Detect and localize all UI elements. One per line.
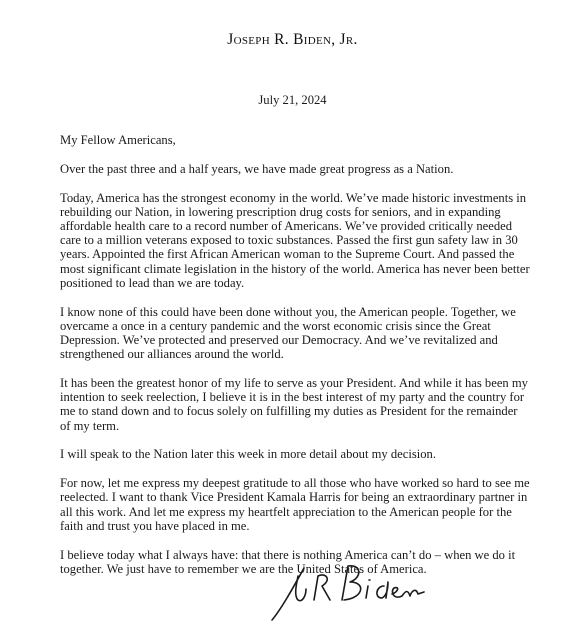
salutation: My Fellow Americans, xyxy=(60,133,176,147)
paragraph-5: I will speak to the Nation later this week in more detail about my decision. xyxy=(60,447,436,462)
paragraph-7: I believe today what I always have: that there is nothing America can’t do – when we do it together. We just have to remember we are the United States of America. xyxy=(60,547,516,576)
letter-body xyxy=(60,133,530,591)
handwritten-signature xyxy=(268,556,428,626)
paragraph-6: For now, let me express my deepest gratitude to all those who have worked so hard to see me reelected. I want to thank Vice President Kamala Harris for being an extraordinary partner in all this work. And let me express my heartfelt appreciation to the American people for the faith and trust you have placed in me. xyxy=(60,476,530,533)
paragraph-2: Today, America has the strongest economy in the world. We’ve made historic investments in rebuilding our Nation, in lowering prescription drug costs for seniors, and in expanding affordable health care to a record number of Americans. We’ve provided critically needed care to a million veterans exposed to toxic substances. Passed the first gun safety law in 30 years. Appointed the first African American woman to the Supreme Court. And passed the most significant climate legislation in the history of the world. America has never been better positioned to lead than we are today. xyxy=(60,190,530,290)
letterhead: Joseph R. Biden, Jr. xyxy=(227,31,358,48)
paragraph-1: Over the past three and a half years, we have made great progress as a Nation. xyxy=(60,161,454,176)
letter-date: July 21, 2024 xyxy=(258,93,327,107)
paragraph-3: I know none of this could have been done without you, the American people. Together, we overcame a once in a century pandemic and the worst economic crisis since the Great Depression. We’ve protected and preserved our Democracy. And we’ve revitalized and strengthened our alliances around the world. xyxy=(60,304,516,362)
paragraph-4: It has been the greatest honor of my life to serve as your President. And while it has been my intention to seek reelection, I believe it is in the best interest of my party and the country for me to stand down and to focus solely on fulfilling my duties as President for the remainder of my term. xyxy=(60,376,528,433)
